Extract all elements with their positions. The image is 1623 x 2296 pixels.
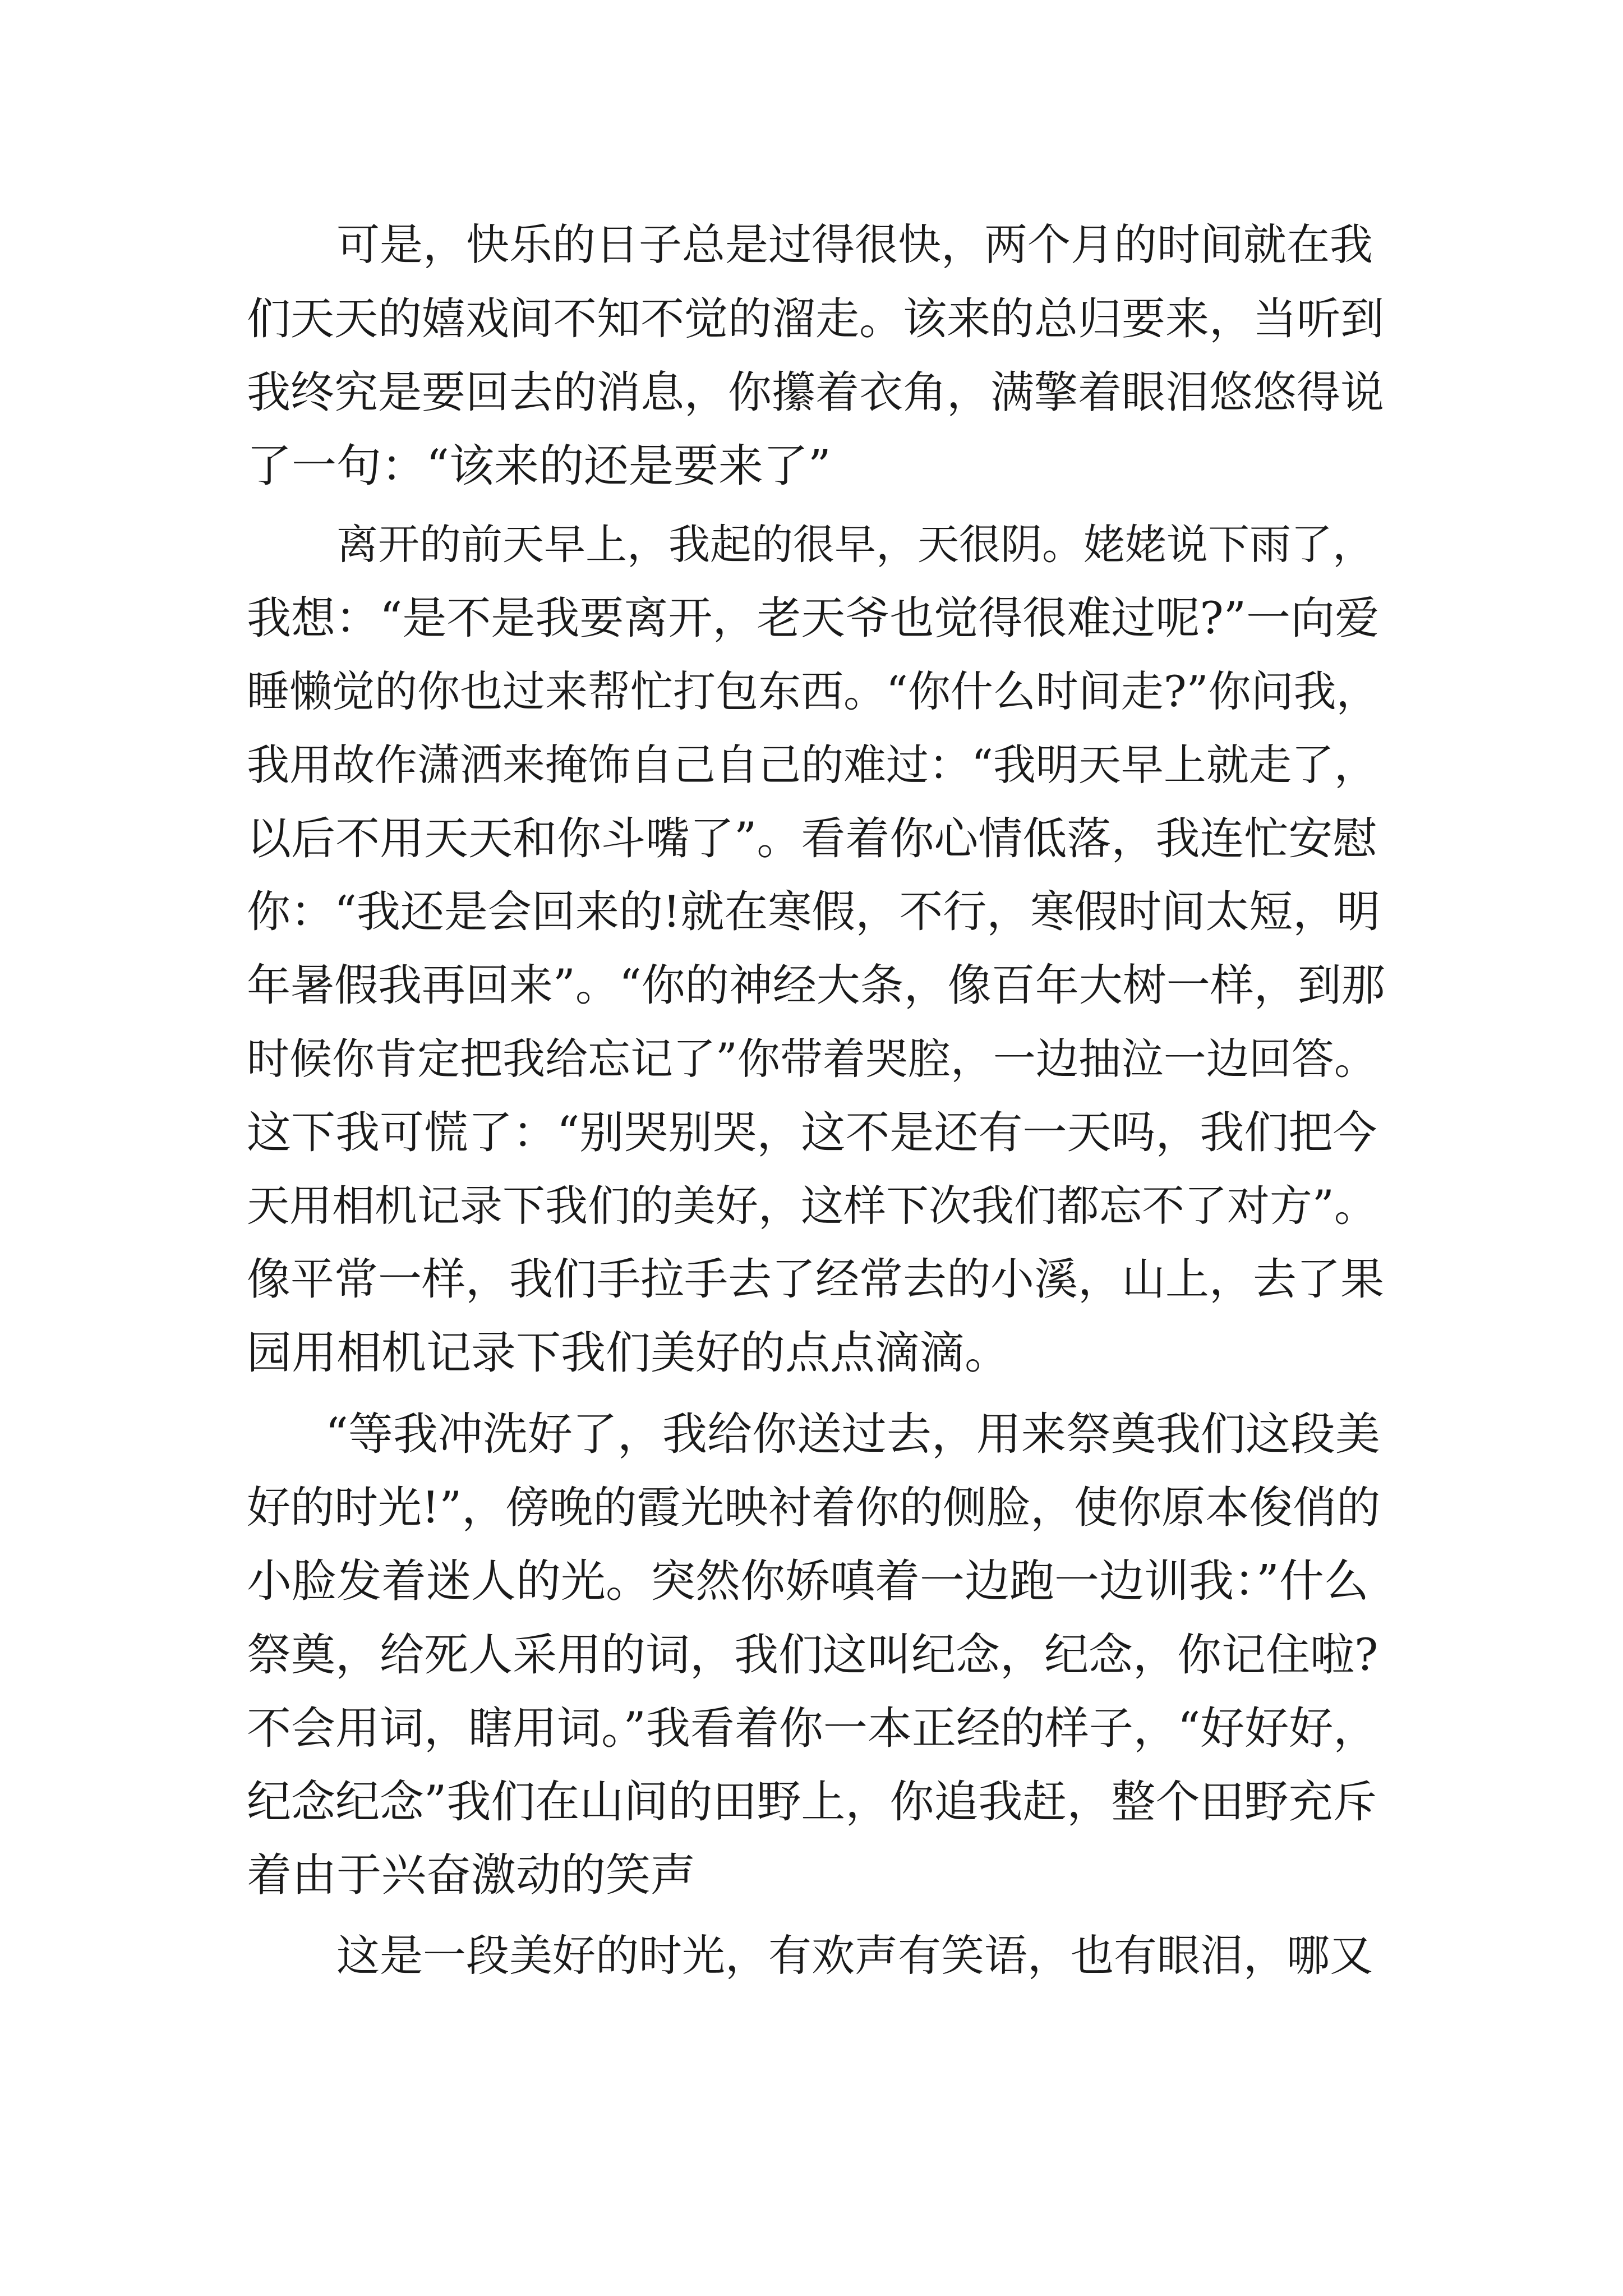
text-line: 我想：“是不是我要离开，老天爷也觉得很难过呢?”一向爱 — [247, 592, 1380, 644]
text-line: 时候你肯定把我给忘记了”你带着哭腔，一边抽泣一边回答。 — [247, 1034, 1377, 1084]
text-line: 天用相机记录下我们的美好，这样下次我们都忘不了对方”。 — [247, 1181, 1377, 1231]
text-line: 你：“我还是会回来的!就在寒假，不行，寒假时间太短，明 — [247, 887, 1381, 937]
text-line: 这是一段美好的时光，有欢声有笑语，也有眼泪，哪又 — [336, 1931, 1373, 1981]
text-line: 园用相机记录下我们美好的点点滴滴。 — [247, 1327, 1009, 1379]
text-line: 睡懒觉的你也过来帮忙打包东西。“你什么时间走?”你问我， — [247, 666, 1379, 716]
text-line: 这下我可慌了：“别哭别哭，这不是还有一天吗，我们把今 — [247, 1107, 1377, 1158]
text-line: 们天天的嬉戏间不知不觉的溜走。该来的总归要来，当听到 — [247, 294, 1385, 344]
text-line: 小脸发着迷人的光。突然你娇嗔着一边跑一边训我：”什么 — [247, 1555, 1369, 1607]
text-line: “等我冲洗好了，我给你送过去，用来祭奠我们这段美 — [325, 1408, 1380, 1460]
text-line: 着由于兴奋激动的笑声 — [247, 1849, 695, 1901]
text-line: 像平常一样，我们手拉手去了经常去的小溪，山上，去了果 — [247, 1254, 1385, 1305]
text-line: 可是，快乐的日子总是过得很快，两个月的时间就在我 — [336, 220, 1373, 270]
text-line: 不会用词，瞎用词。”我看着你一本正经的样子，“好好好， — [247, 1703, 1378, 1754]
text-line: 年暑假我再回来”。“你的神经大条，像百年大树一样，到那 — [247, 960, 1385, 1011]
text-line: 离开的前天早上，我起的很早，天很阴。姥姥说下雨了， — [336, 521, 1374, 569]
text-line: 纪念纪念”我们在山间的田野上，你追我赶，整个田野充斥 — [247, 1776, 1377, 1828]
text-line: 我终究是要回去的消息，你攥着衣角，满擎着眼泪悠悠得说 — [247, 367, 1385, 418]
text-line: 以后不用天天和你斗嘴了”。看着你心情低落，我连忙安慰 — [247, 813, 1377, 864]
text-line: 好的时光!”，傍晚的霞光映衬着你的侧脸，使你原本俊俏的 — [247, 1483, 1381, 1533]
text-line: 了一句：“该来的还是要来了” — [247, 440, 831, 492]
text-line: 祭奠，给死人采用的词，我们这叫纪念，纪念，你记住啦? — [247, 1629, 1378, 1681]
text-line: 我用故作潇洒来掩饰自己自己的难过：“我明天早上就走了， — [247, 740, 1377, 790]
